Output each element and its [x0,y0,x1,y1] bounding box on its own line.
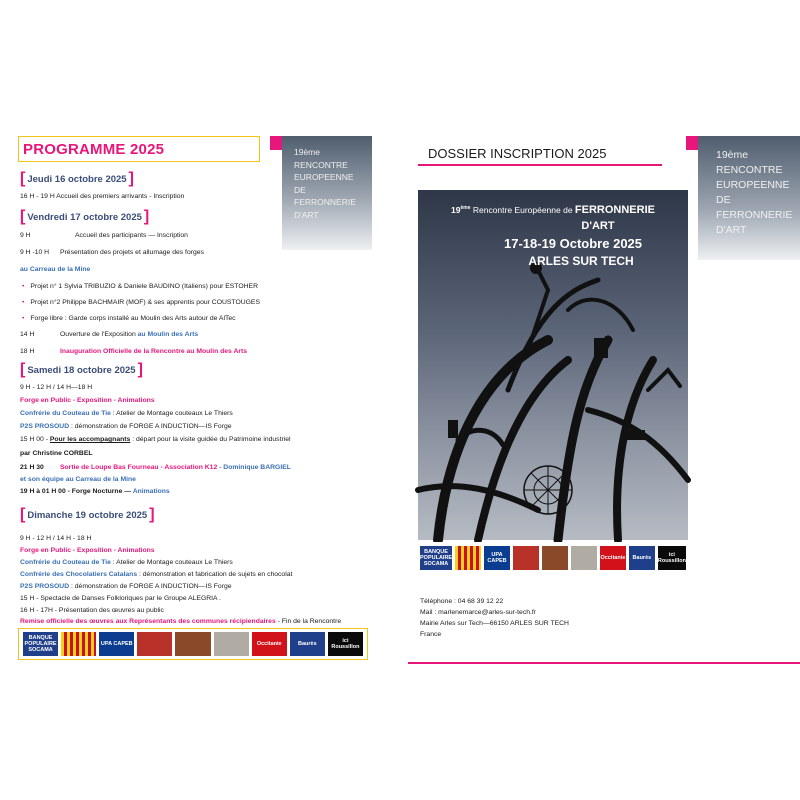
dimanche-line-4: Confrérie des Chocolatiers Catalans : démonstration et fabrication de sujets en chocolat [20,571,293,578]
vendredi-line-2: 9 H -10 H Présentation des projets et allumage des forges [20,249,204,256]
vendredi-line-3: au Carreau de la Mine [20,266,91,273]
day-dimanche: [ Dimanche 19 octobre 2025 ] [20,506,155,523]
programme-title: PROGRAMME 2025 [23,141,165,158]
logo-banque-populaire: BANQUE POPULAIRE SOCAMA [420,546,452,570]
dossier-title: DOSSIER INSCRIPTION 2025 [428,146,607,161]
sidebar-right-text: 19ème RENCONTRE EUROPEENNE DE FERRONNERIE D'ART [716,149,793,236]
vendredi-project-2: • Projet n°2 Philippe BACHMAIR (MOF) & ses apprentis pour COUSTOUGES [22,299,260,306]
logo-moulin [175,632,210,656]
sponsor-logos-left [18,628,368,660]
sidebar-left-banner [282,136,372,250]
poster-line-1: 19ème Rencontre Européenne de FERRONNERIE [451,204,655,216]
day-jeudi: [ Jeudi 16 octobre 2025 ] [20,170,134,187]
contact-mail[interactable]: Mail : marlenemarce@arles-sur-tech.fr [420,609,537,616]
samedi-line-5: 15 H 00 - Pour les accompagnants : départ pour la visite guidée du Patrimoine industriel [20,436,291,443]
dimanche-line-6: 15 H - Spectacle de Danses Folkloriques par le Groupe ALEGRIA . [20,595,221,602]
poster-line-2: D'ART [581,220,615,232]
logo-art [214,632,249,656]
contact-country: France [420,631,442,638]
contact-address: Mairie Arles sur Tech—66150 ARLES SUR TECH [420,620,569,627]
logo-upa-capeb: UPA CAPEB [484,546,510,570]
vendredi-line-5: 18 H Inauguration Officielle de la Rencontre au Moulin des Arts [20,348,248,355]
bottom-divider [408,662,800,664]
dimanche-line-5: P2S PROSOUD : démonstration de FORGE A INDUCTION—IS Forge [20,583,232,590]
sponsor-logos-right [418,542,688,574]
samedi-line-6: par Christine CORBEL [20,450,93,457]
logo-banque-populaire: BANQUE POPULAIRE SOCAMA [23,632,58,656]
programme-title-box [18,136,260,162]
dossier-underline [418,164,662,166]
logo-catalan-flag [61,632,96,656]
samedi-line-1: 9 H - 12 H / 14 H—18 H [20,384,93,391]
logo-occitanie: Occitanie [600,546,626,570]
logo-occitanie: Occitanie [252,632,287,656]
poster-line-4: ARLES SUR TECH [528,254,634,268]
dimanche-line-8: Remise officielle des œuvres aux Représentants des communes récipiendaires - Fin de la Rencontre [20,618,342,625]
event-poster [418,190,688,540]
poster-line-3: 17-18-19 Octobre 2025 [503,236,643,251]
logo-catalan-flag [455,546,481,570]
logo-cma [137,632,172,656]
dimanche-line-2: Forge en Public - Exposition - Animations [20,547,155,554]
day-samedi: [ Samedi 18 octobre 2025 ] [20,361,143,378]
dimanche-line-7: 16 H - 17H - Présentation des œuvres au public [20,607,164,614]
vendredi-project-3: • Forge libre : Garde corps installé au Moulin des Arts autour de AlTec [22,315,236,322]
samedi-line-7: 21 H 30 Sortie de Loupe Bas Fourneau - Association K12 - Dominique BARGIEL [20,464,291,471]
dimanche-line-1: 9 H - 12 H / 14 H - 18 H [20,535,92,542]
jeudi-line-1: 16 H - 19 H Accueil des premiers arrivants - Inscription [20,193,185,200]
logo-baures: Baurès [629,546,655,570]
logo-ici-roussillon: ici Roussillon [328,632,363,656]
samedi-line-4: P2S PROSOUD : démonstration de FORGE A INDUCTION—IS Forge [20,423,232,430]
samedi-line-2: Forge en Public - Exposition - Animations [20,397,155,404]
logo-baures: Baurès [290,632,325,656]
logo-art [571,546,597,570]
vendredi-line-1: 9 H Accueil des participants — Inscription [20,232,188,239]
logo-upa-capeb: UPA CAPEB [99,632,134,656]
logo-moulin [542,546,568,570]
samedi-line-9: 19 H à 01 H 00 - Forge Nocturne — Animations [20,488,170,495]
day-vendredi: [ Vendredi 17 octobre 2025 ] [20,208,150,225]
samedi-line-8: et son équipe au Carreau de la Mine [20,476,136,483]
contact-block [420,596,569,640]
vendredi-line-4: 14 H Ouverture de l'Exposition au Moulin des Arts [20,331,199,338]
logo-ici-roussillon: ici Roussillon [658,546,686,570]
dimanche-line-3: Confrérie du Couteau de Tie : Atelier de Montage couteaux Le Thiers [20,559,233,566]
vendredi-project-1: • Projet n° 1 Sylvia TRIBUZIO & Daniele BAUDINO (Italiens) pour ESTOHER [22,283,258,290]
contact-phone: Téléphone : 04 68 39 12 22 [420,598,504,605]
samedi-line-3: Confrérie du Couteau de Tie : Atelier de Montage couteaux Le Thiers [20,410,233,417]
logo-cma [513,546,539,570]
sidebar-left-text: 19ème RENCONTRE EUROPEENNE DE FERRONNERIE D'ART [294,147,356,220]
sidebar-right-banner [698,136,800,260]
